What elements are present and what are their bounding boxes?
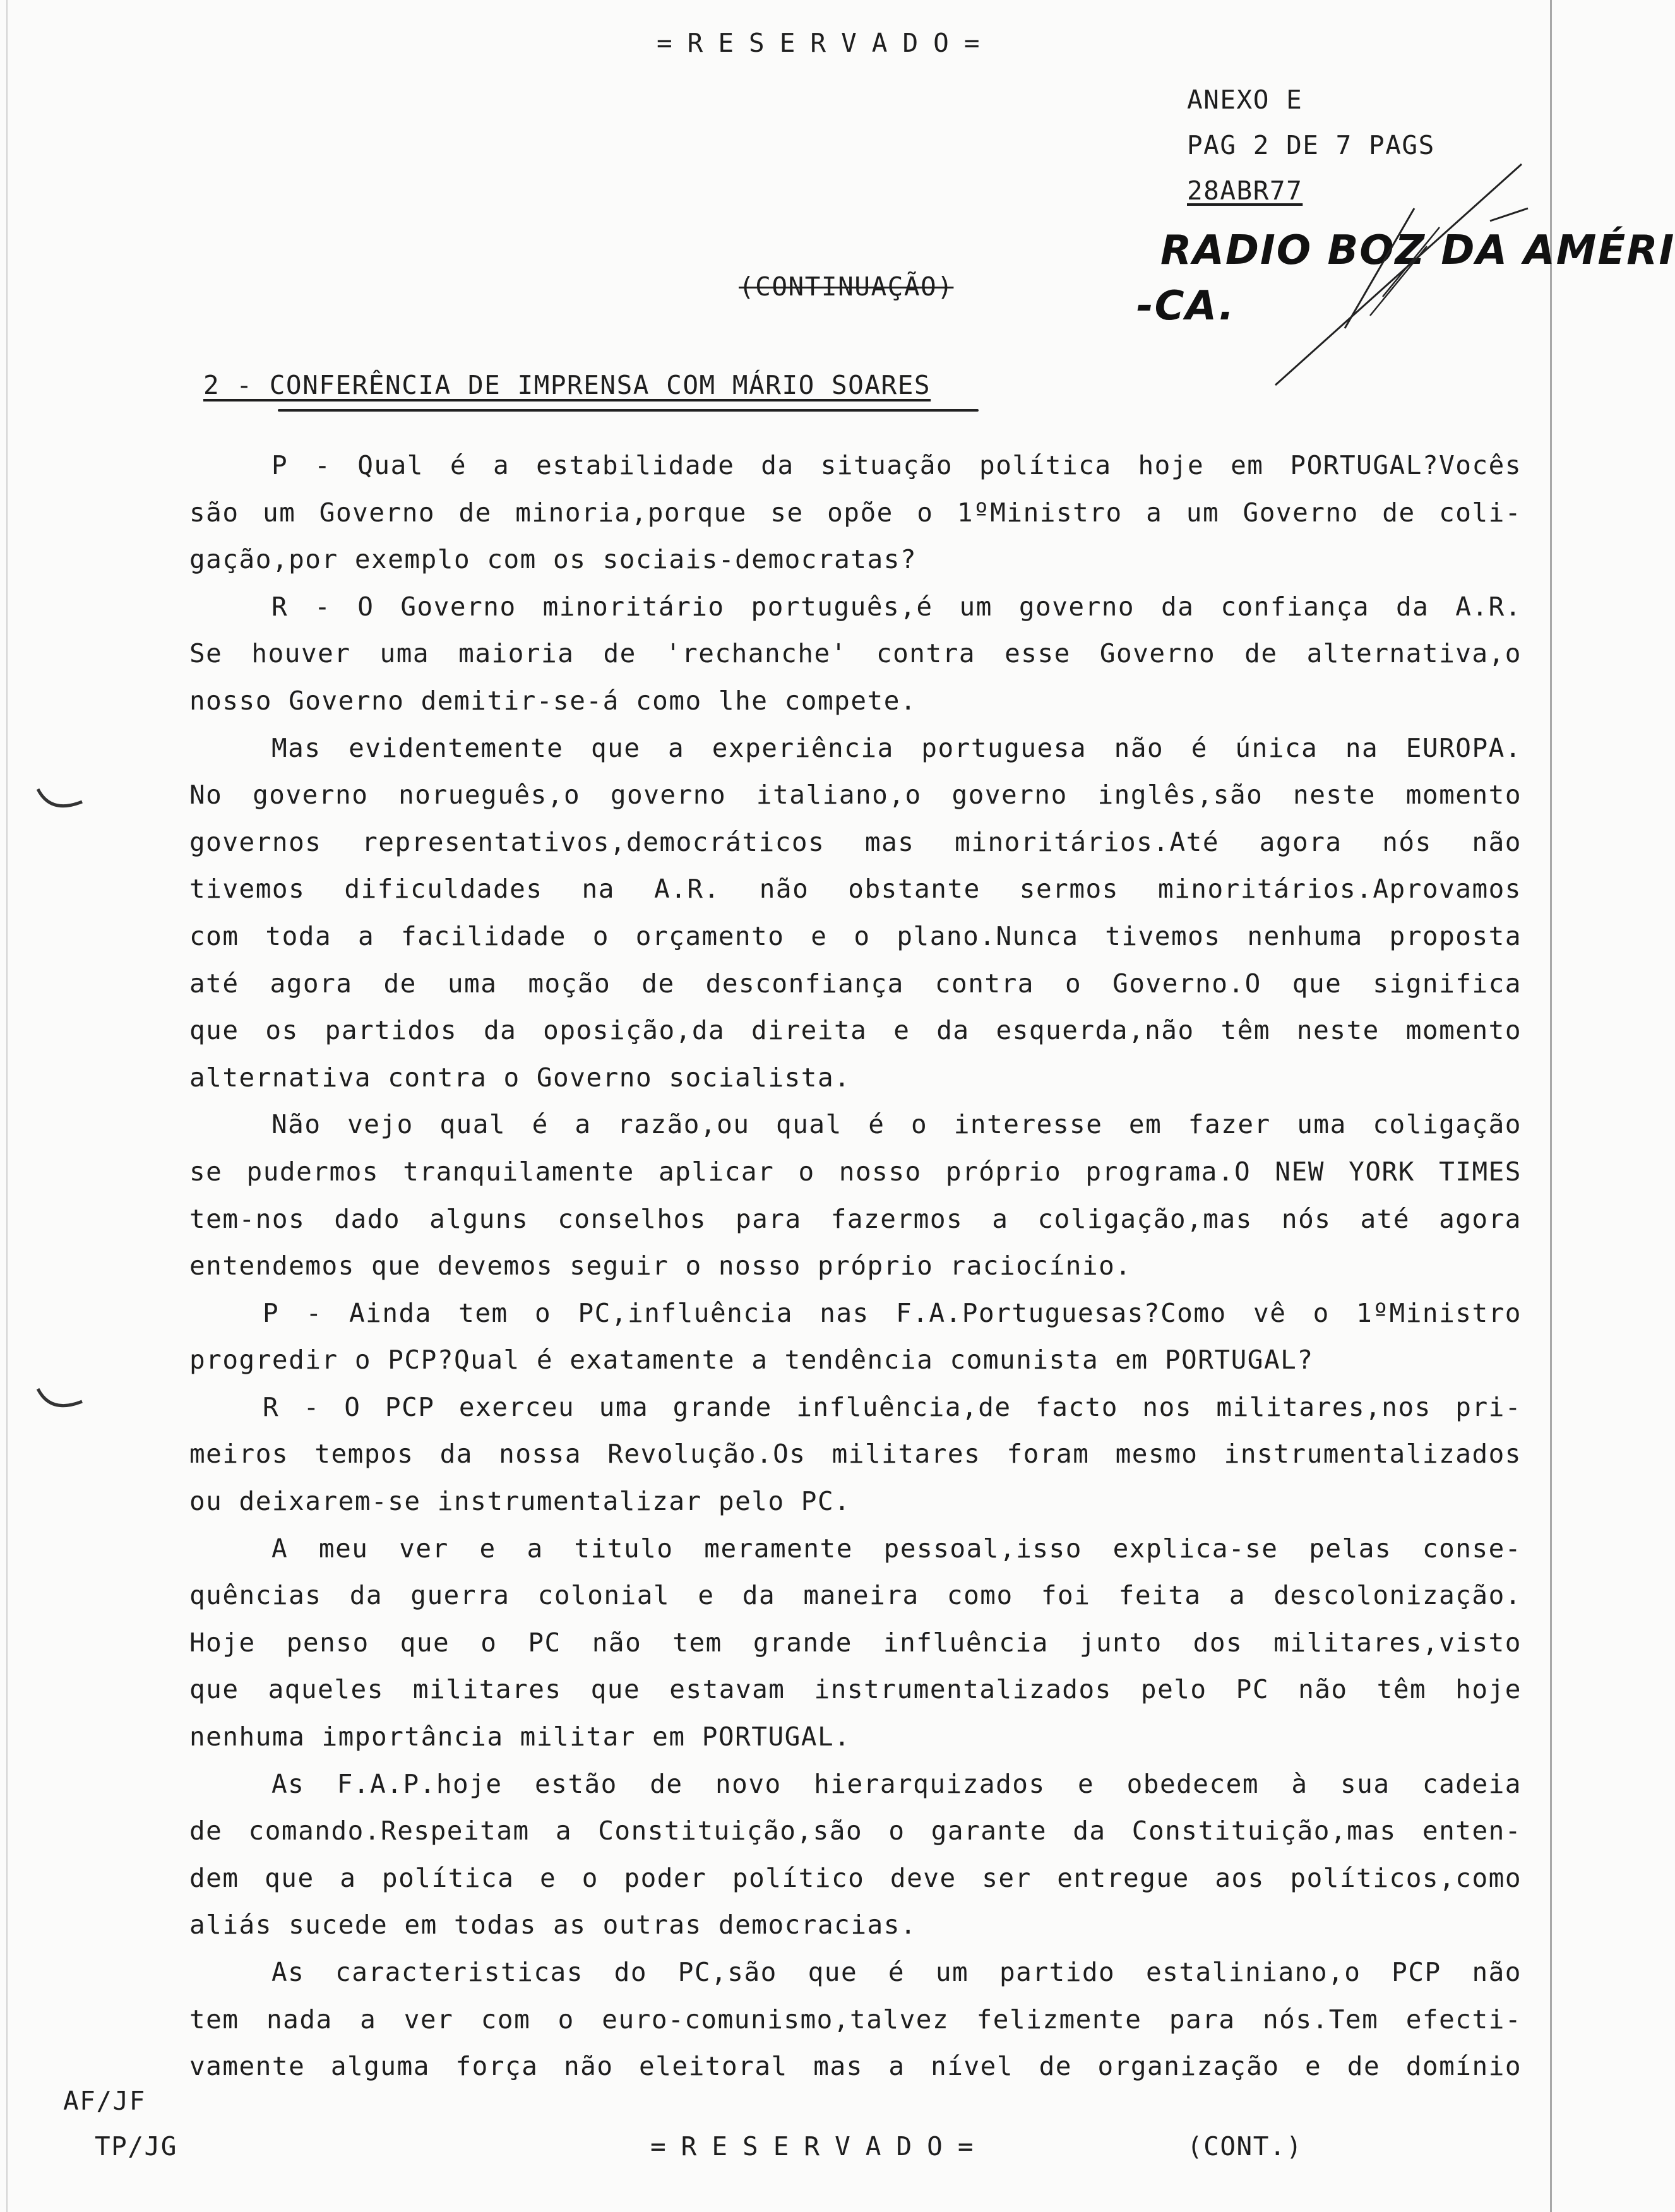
body-line: entendemos que devemos seguir o nosso próprio raciocínio. — [189, 1251, 1132, 1281]
body-line: vamente alguma força não eleitoral mas a nível de organização e de domínio — [189, 2051, 1522, 2082]
handwritten-note-line1: RADIO BOZ DA AMÉRI — [1160, 227, 1675, 274]
body-line: meiros tempos da nossa Revolução.Os militares foram mesmo instrumentalizados — [189, 1439, 1522, 1470]
body-line: que aqueles militares que estavam instrumentalizados pelo PC não têm hoje — [189, 1674, 1522, 1705]
body-line: tem-nos dado alguns conselhos para fazermos a coligação,mas nós até agora — [189, 1203, 1522, 1234]
body-line: dem que a política e o poder político deve ser entregue aos políticos,como — [189, 1862, 1522, 1893]
body-line: No governo norueguês,o governo italiano,o governo inglês,são neste momento — [189, 780, 1522, 811]
section-title: 2 - CONFERÊNCIA DE IMPRENSA COM MÁRIO SOARES — [203, 370, 931, 400]
body-line: P - Ainda tem o PC,influência nas F.A.Portuguesas?Como vê o 1ºMinistro — [263, 1297, 1522, 1328]
document-date: 28ABR77 — [1187, 175, 1303, 206]
page-number: PAG 2 DE 7 PAGS — [1187, 130, 1435, 160]
page-edge-right — [1550, 0, 1552, 2212]
footer-initials-2: TP/JG — [95, 2131, 177, 2161]
page-edge-left — [6, 0, 8, 2212]
body-line: A meu ver e a titulo meramente pessoal,isso explica-se pelas conse- — [271, 1533, 1522, 1564]
body-line: ou deixarem-se instrumentalizar pelo PC. — [189, 1486, 851, 1517]
body-line: nenhuma importância militar em PORTUGAL. — [189, 1721, 851, 1752]
body-line: Mas evidentemente que a experiência portuguesa não é única na EUROPA. — [271, 732, 1522, 763]
body-line: se pudermos tranquilamente aplicar o nosso próprio programa.O NEW YORK TIMES — [189, 1156, 1522, 1187]
section-title-underline — [278, 409, 979, 412]
body-line: alternativa contra o Governo socialista. — [189, 1062, 851, 1093]
body-line: Hoje penso que o PC não tem grande influência junto dos militares,visto — [189, 1627, 1522, 1658]
body-text — [189, 442, 1522, 2090]
continuation-label: (CONTINUAÇÃO) — [739, 271, 954, 302]
body-line: progredir o PCP?Qual é exatamente a tendência comunista em PORTUGAL? — [189, 1345, 1314, 1376]
header-classification: =RESERVADO= — [657, 28, 995, 58]
body-line: P - Qual é a estabilidade da situação política hoje em PORTUGAL?Vocês — [271, 450, 1522, 480]
body-line: tivemos dificuldades na A.R. não obstante sermos minoritários.Aprovamos — [189, 874, 1522, 905]
body-line: aliás sucede em todas as outras democracias. — [189, 1910, 917, 1941]
punch-hole-mark — [32, 1376, 95, 1427]
continued-label: (CONT.) — [1187, 2131, 1303, 2161]
body-line: As caracteristicas do PC,são que é um partido estaliniano,o PCP não — [271, 1957, 1522, 1987]
footer-initials-1: AF/JF — [63, 2086, 146, 2116]
body-line: governos representativos,democráticos mas minoritários.Até agora nós não — [189, 826, 1522, 857]
footer-classification: =RESERVADO= — [650, 2131, 989, 2161]
body-line: quências da guerra colonial e da maneira como foi feita a descolonização. — [189, 1580, 1522, 1611]
handwritten-strokes — [1263, 158, 1528, 398]
body-line: gação,por exemplo com os sociais-democratas? — [189, 544, 917, 575]
body-line: tem nada a ver com o euro-comunismo,talvez felizmente para nós.Tem efecti- — [189, 2004, 1522, 2035]
body-line: R - O PCP exerceu uma grande influência,de facto nos militares,nos pri- — [263, 1391, 1522, 1422]
punch-hole-mark — [32, 776, 95, 827]
body-line: Não vejo qual é a razão,ou qual é o interesse em fazer uma coligação — [271, 1109, 1522, 1140]
body-line: com toda a facilidade o orçamento e o plano.Nunca tivemos nenhuma proposta — [189, 920, 1522, 951]
body-line: de comando.Respeitam a Constituição,são o garante da Constituição,mas enten- — [189, 1816, 1522, 1846]
body-line: nosso Governo demitir-se-á como lhe compete. — [189, 685, 917, 716]
body-line: As F.A.P.hoje estão de novo hierarquizados e obedecem à sua cadeia — [271, 1768, 1522, 1799]
body-line: Se houver uma maioria de 'rechanche' contra esse Governo de alternativa,o — [189, 638, 1522, 669]
body-line: que os partidos da oposição,da direita e da esquerda,não têm neste momento — [189, 1015, 1522, 1046]
body-line: até agora de uma moção de desconfiança contra o Governo.O que significa — [189, 968, 1522, 999]
annex-label: ANEXO E — [1187, 85, 1303, 115]
body-line: são um Governo de minoria,porque se opõe o 1ºMinistro a um Governo de coli- — [189, 497, 1522, 528]
body-line: R - O Governo minoritário português,é um governo da confiança da A.R. — [271, 591, 1522, 622]
handwritten-note-line2: -CA. — [1136, 283, 1236, 330]
